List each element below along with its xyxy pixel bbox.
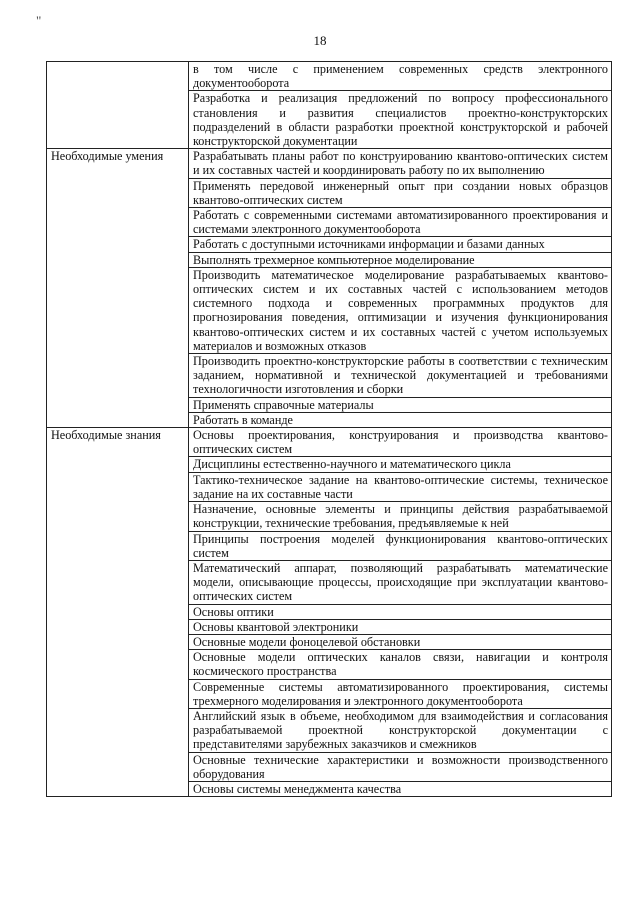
requirement-cell: Назначение, основные элементы и принципы действия разрабатываемой конструкции, технические требования, предъявляемые к ней [189,502,612,531]
requirement-cell: Математический аппарат, позволяющий разрабатывать математические модели, описывающие процессы, происходящие при эксплуатации квантово-оптических систем [189,560,612,604]
requirement-cell: Английский язык в объеме, необходимом для взаимодействия и согласования разрабатываемой проектной конструкторской документации с представителями зарубежных заказчиков и смежников [189,708,612,752]
requirement-cell: Применять передовой инженерный опыт при создании новых образцов квантово-оптических систем [189,178,612,207]
requirement-cell: Работать с современными системами автоматизированного проектирования и системами электронного документооборота [189,208,612,237]
requirement-cell: Производить математическое моделирование разрабатываемых квантово-оптических систем и их составных частей с использованием методов системного подхода и современных программных продуктов для прогнозирования поведения, оптимизации и изучения функционирования квантово-оптических систем и их составных частей с учетом используемых материалов и возможных отказов [189,267,612,353]
requirement-cell: Основы оптики [189,604,612,619]
corner-mark: " [36,13,42,28]
page-number: 18 [313,33,327,48]
requirement-cell: Производить проектно-конструкторские работы в соответствии с техническим заданием, нормативной и технической документацией и требованиями технологичности изготовления и сборки [189,354,612,398]
table-row [47,149,612,178]
requirement-cell: Основы квантовой электроники [189,619,612,634]
requirement-cell: Основные модели фоноцелевой обстановки [189,634,612,649]
requirement-cell: Современные системы автоматизированного проектирования, системы трехмерного моделирования и электронного документооборота [189,679,612,708]
requirements-table-body [47,62,612,797]
requirement-cell: в том числе с применением современных средств электронного документооборота [189,62,612,91]
requirement-cell: Работать с доступными источниками информации и базами данных [189,237,612,252]
requirement-cell: Основы проектирования, конструирования и производства квантово-оптических систем [189,428,612,457]
requirements-table [46,61,612,797]
requirement-cell: Основы системы менеджмента качества [189,781,612,796]
category-cell: Необходимые знания [47,428,189,797]
requirement-cell: Выполнять трехмерное компьютерное моделирование [189,252,612,267]
table-row [47,428,612,457]
requirement-cell: Разработка и реализация предложений по вопросу профессионального становления и развития специалистов проектно-конструкторских подразделений в области разработки проектной конструкторской и рабочей конструкторской документации [189,91,612,149]
requirement-cell: Основные модели оптических каналов связи, навигации и контроля космического пространства [189,650,612,679]
requirement-cell: Тактико-техническое задание на квантово-оптические системы, техническое задание на их составные части [189,472,612,501]
category-cell: Необходимые умения [47,149,189,428]
requirement-cell: Применять справочные материалы [189,397,612,412]
requirement-cell: Разрабатывать планы работ по конструированию квантово-оптических систем и их составных частей и координировать работу по их выполнению [189,149,612,178]
requirement-cell: Принципы построения моделей функционирования квантово-оптических систем [189,531,612,560]
requirement-cell: Работать в команде [189,412,612,427]
category-cell [47,62,189,149]
requirement-cell: Основные технические характеристики и возможности производственного оборудования [189,752,612,781]
requirement-cell: Дисциплины естественно-научного и математического цикла [189,457,612,472]
table-row [47,62,612,91]
